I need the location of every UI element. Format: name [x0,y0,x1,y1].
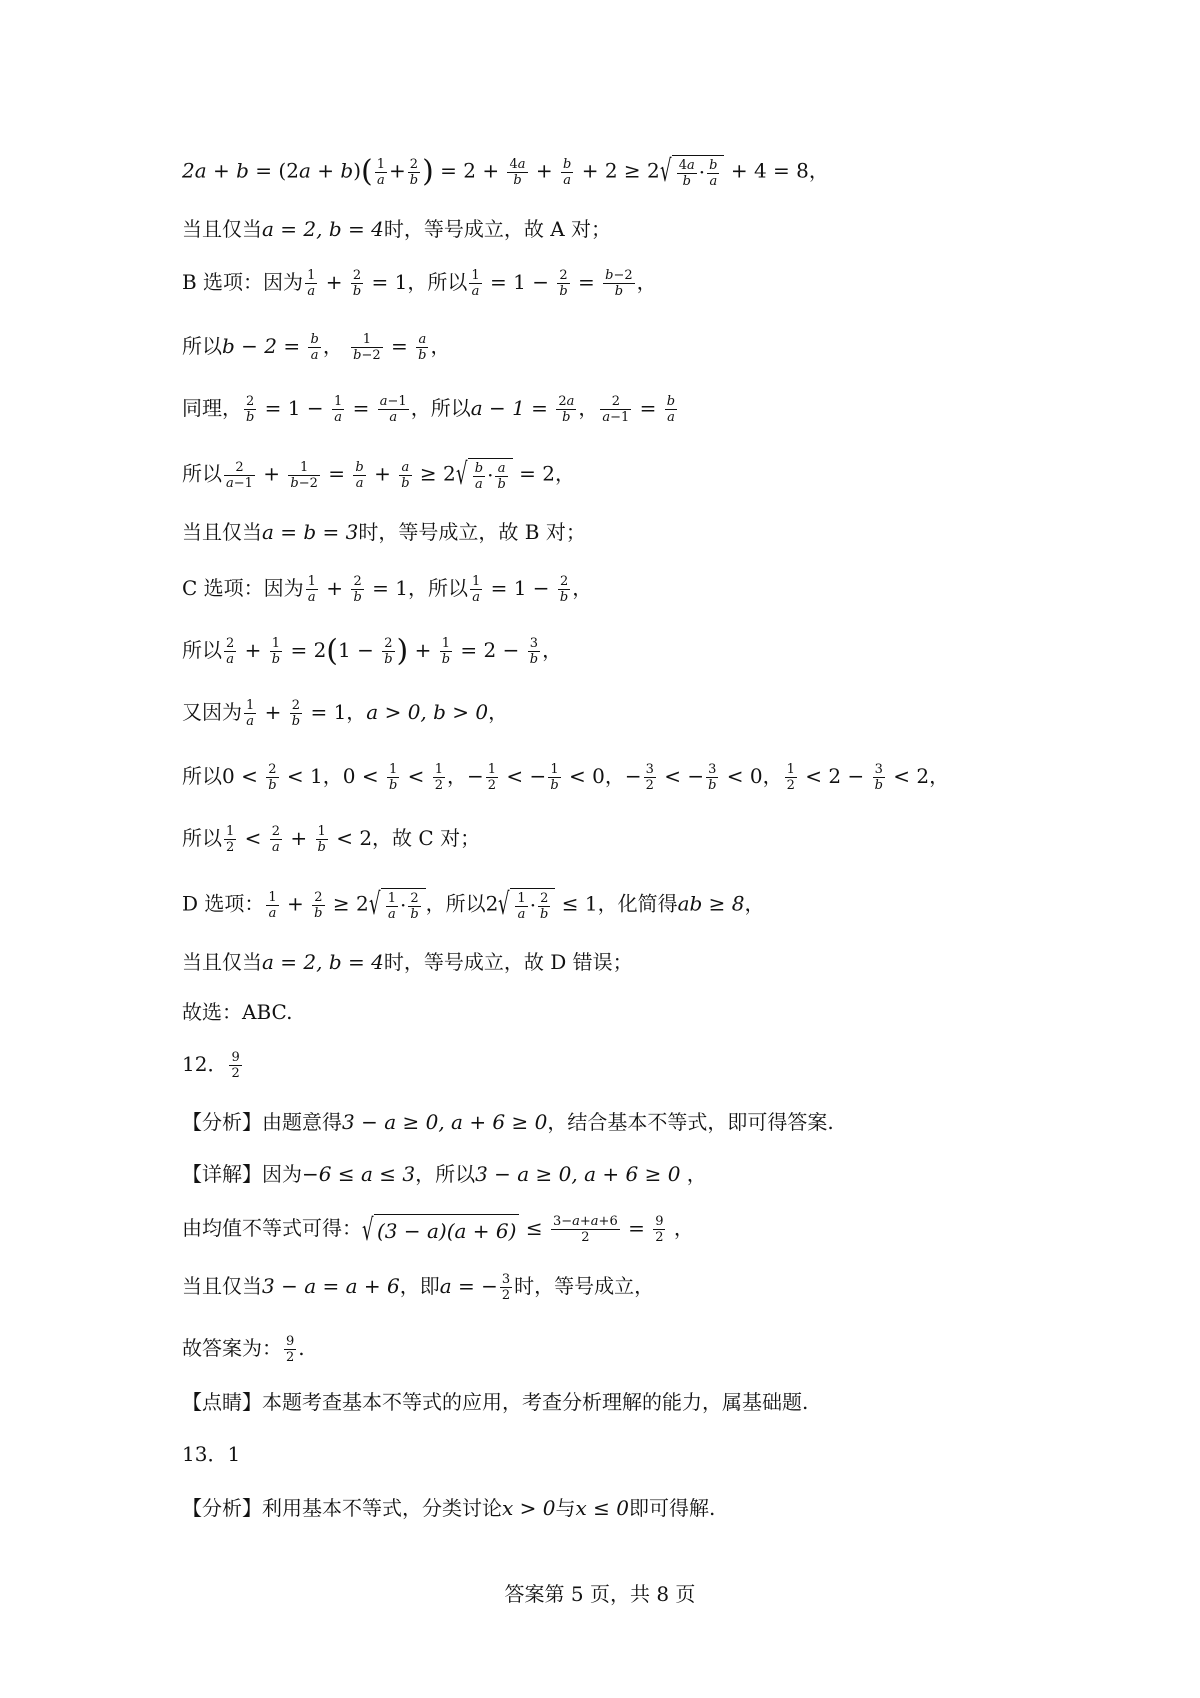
text-line-11: 所以0 < $\frac{2}{b}$ < 1，0 < $\frac{1}{b}$ < $\frac{1}{2}$ ，− $\frac{1}{2}$ < − $\frac{1}{b}$ < 0，− $\frac{3}{2}$ < − $\frac{3}{b}$ < 0， $\frac{1}{2}$ < 2 − $\frac{3}{b}$ < 2， [182,762,950,793]
text-line-6: 所以 $\frac{2}{a-1}$ + $\frac{1}{b-2}$ = $\frac{b}{a}$ + $\frac{a}{b}$ ≥ 2 √ $\frac{b}{a}$ · $\frac{a}{b}$ = 2， [182,457,575,492]
text-line-14: 当且仅当a = 2, b = 4时，等号成立，故 D 错误； [182,950,633,974]
eq1-tail: = 2 + [440,158,506,183]
text-line-13: D 选项： $\frac{1}{a}$ + $\frac{2}{b}$ ≥ 2 √ $\frac{1}{a}$ · $\frac{2}{b}$ ，所以2 √ $\frac{1}{a}$ · $\frac{2}{b}$ ≤ 1，化简得ab ≥ 8， [182,887,765,922]
text-line-15: 故选：ABC. [182,1000,293,1024]
text-line-19: 由均值不等式可得： √ (3 − a)(a + 6) ≤ $\frac{3-a+a+6}{2}$ = $\frac{9}{2}$ ， [182,1213,694,1248]
text-line-4: 所以b − 2 = $\frac{b}{a}$ ， $\frac{1}{b-2}$ = $\frac{a}{b}$ ， [182,332,451,363]
question-12-answer: 12． $\frac{9}{2}$ [182,1050,240,1081]
text-line-2: 当且仅当a = 2, b = 4时，等号成立，故 A 对； [182,217,612,241]
page-footer: 答案第 5 页，共 8 页 [504,1582,696,1606]
detail-line-12: 【详解】因为−6 ≤ a ≤ 3，所以3 − a ≥ 0, a + 6 ≥ 0 ， [182,1162,707,1186]
text-line-10: 又因为 $\frac{1}{a}$ + $\frac{2}{b}$ = 1，a > 0, b > 0， [182,698,509,729]
question-13-answer: 13．1 [182,1442,241,1466]
text-line-5: 同理， $\frac{2}{b}$ = 1 − $\frac{1}{a}$ = $\frac{a-1}{a}$ ，所以a − 1 = $\frac{2a}{b}$ ， $\frac{2}{a-1}$ = $\frac{b}{a}$ [182,394,676,425]
text-line-8: C 选项：因为 $\frac{1}{a}$ + $\frac{2}{b}$ = 1，所以 $\frac{1}{a}$ = 1 − $\frac{2}{b}$ ， [182,574,593,605]
analysis-line-13: 【分析】利用基本不等式，分类讨论x > 0与x ≤ 0即可得解. [182,1496,716,1520]
comment-line-12: 【点睛】本题考查基本不等式的应用，考查分析理解的能力，属基础题. [182,1390,809,1414]
text-line-7: 当且仅当a = b = 3时，等号成立，故 B 对； [182,520,586,544]
analysis-line-12: 【分析】由题意得3 − a ≥ 0, a + 6 ≥ 0，结合基本不等式，即可得答案. [182,1110,834,1134]
equation-line-1: 2a + b = (2a + b)( $\frac{1}{a}$ + $\frac{2}{b}$ ) = 2 + $\frac{4a}{b}$ + $\frac{b}{a}$ + 2 ≥ 2 √ $\frac{4a}{b}$ · $\frac{b}{a}$ + 4 = 8， [182,154,829,189]
text-line-3: B 选项：因为 $\frac{1}{a}$ + $\frac{2}{b}$ = 1，所以 $\frac{1}{a}$ = 1 − $\frac{2}{b}$ = $\frac{b-2}{b}$ ， [182,268,657,299]
text-line-20: 当且仅当3 − a = a + 6，即a = − $\frac{3}{2}$ 时，等号成立， [182,1272,655,1303]
text-line-12: 所以 $\frac{1}{2}$ < $\frac{2}{a}$ + $\frac{1}{b}$ < 2，故 C 对； [182,824,481,855]
text-line-21: 故答案为： $\frac{9}{2}$ . [182,1334,305,1365]
text-line-9: 所以 $\frac{2}{a}$ + $\frac{1}{b}$ = 2(1 − $\frac{2}{b}$ ) + $\frac{1}{b}$ = 2 − $\frac{3}{b}$ ， [182,633,563,669]
